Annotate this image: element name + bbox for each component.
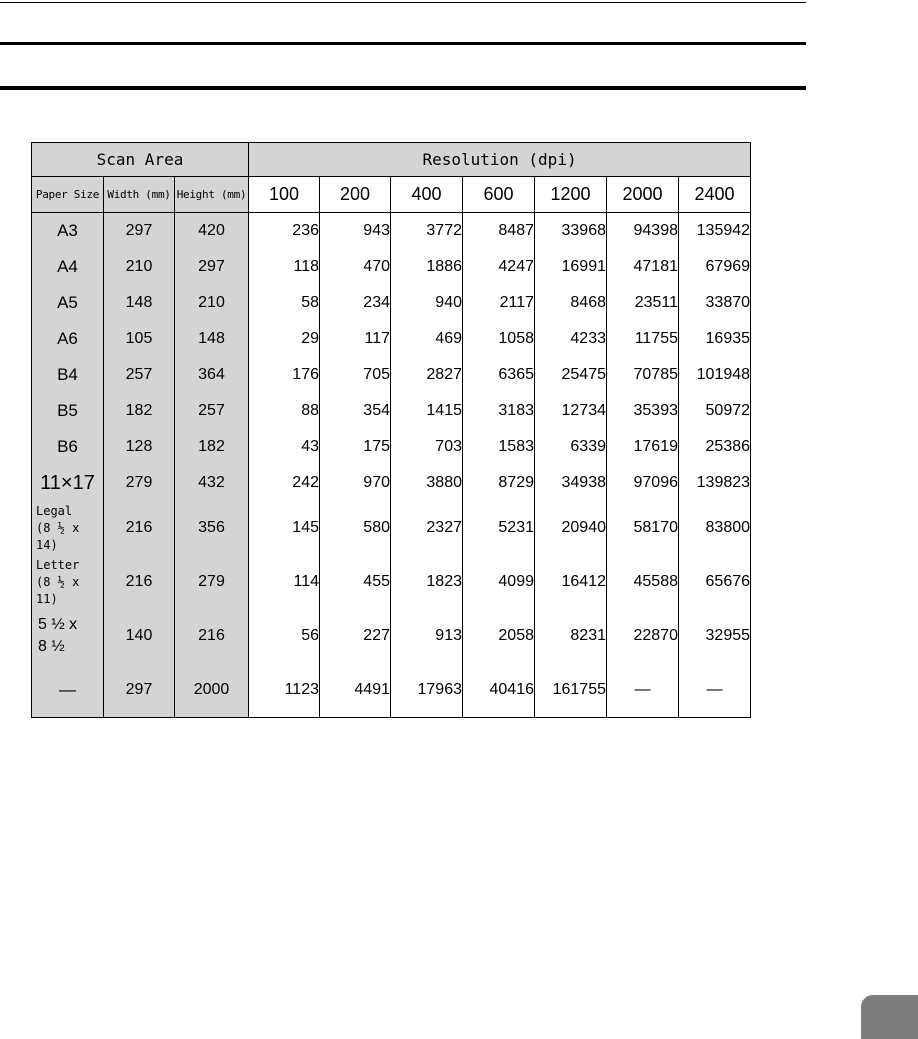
value-cell: 470 bbox=[320, 249, 391, 285]
top-rule-thick bbox=[0, 86, 806, 90]
value-cell: 1886 bbox=[391, 249, 463, 285]
value-cell: 12734 bbox=[535, 393, 607, 429]
value-cell: 58170 bbox=[607, 501, 679, 555]
table-row bbox=[32, 357, 751, 393]
width-cell: 148 bbox=[104, 285, 175, 321]
value-cell: 176 bbox=[249, 357, 320, 393]
value-cell: 94398 bbox=[607, 213, 679, 250]
value-cell: 705 bbox=[320, 357, 391, 393]
resolution-header: Resolution (dpi) bbox=[249, 143, 751, 177]
table-row bbox=[32, 663, 751, 718]
width-cell: 210 bbox=[104, 249, 175, 285]
chapter-thumb-tab bbox=[861, 995, 918, 1039]
value-cell: 32955 bbox=[679, 609, 751, 663]
top-rule-medium bbox=[0, 42, 806, 45]
width-cell: 257 bbox=[104, 357, 175, 393]
value-cell: 234 bbox=[320, 285, 391, 321]
paper-size-line: 8 ½ bbox=[38, 638, 65, 655]
paper-size-cell: A4 bbox=[32, 249, 104, 285]
height-cell: 210 bbox=[175, 285, 249, 321]
paper-size-line: Legal bbox=[36, 503, 73, 518]
value-cell: 56 bbox=[249, 609, 320, 663]
table-row bbox=[32, 393, 751, 429]
paper-size-cell: 11×17 bbox=[32, 465, 104, 501]
paper-size-cell: A6 bbox=[32, 321, 104, 357]
table-row bbox=[32, 321, 751, 357]
value-cell: 33870 bbox=[679, 285, 751, 321]
paper-size-cell: B5 bbox=[32, 393, 104, 429]
width-cell: 182 bbox=[104, 393, 175, 429]
value-cell: 469 bbox=[391, 321, 463, 357]
paper-size-line: Letter bbox=[36, 557, 80, 572]
value-cell: 913 bbox=[391, 609, 463, 663]
value-cell: 5231 bbox=[463, 501, 535, 555]
height-cell: 182 bbox=[175, 429, 249, 465]
table-row bbox=[32, 429, 751, 465]
value-cell: 161755 bbox=[535, 663, 607, 718]
height-cell: 420 bbox=[175, 213, 249, 250]
width-cell: 140 bbox=[104, 609, 175, 663]
value-cell: 114 bbox=[249, 555, 320, 609]
value-cell: 2827 bbox=[391, 357, 463, 393]
paper-size-cell bbox=[32, 555, 104, 609]
height-cell: 432 bbox=[175, 465, 249, 501]
width-cell: 297 bbox=[104, 213, 175, 250]
value-cell: 29 bbox=[249, 321, 320, 357]
value-cell: 1058 bbox=[463, 321, 535, 357]
top-rule-thin bbox=[0, 2, 806, 3]
paper-size-cell: B6 bbox=[32, 429, 104, 465]
value-cell: 117 bbox=[320, 321, 391, 357]
paper-size-cell: A5 bbox=[32, 285, 104, 321]
value-cell: 16412 bbox=[535, 555, 607, 609]
value-cell: 3772 bbox=[391, 213, 463, 250]
scan-size-table bbox=[31, 142, 751, 718]
dpi-header: 400 bbox=[391, 177, 463, 213]
value-cell: 4233 bbox=[535, 321, 607, 357]
paper-size-cell: A3 bbox=[32, 213, 104, 250]
value-cell: 236 bbox=[249, 213, 320, 250]
value-cell: 118 bbox=[249, 249, 320, 285]
value-cell: — bbox=[679, 663, 751, 718]
height-cell: 279 bbox=[175, 555, 249, 609]
value-cell: 70785 bbox=[607, 357, 679, 393]
value-cell: 3880 bbox=[391, 465, 463, 501]
value-cell: 11755 bbox=[607, 321, 679, 357]
value-cell: 2327 bbox=[391, 501, 463, 555]
value-cell: 25475 bbox=[535, 357, 607, 393]
table-row bbox=[32, 501, 751, 555]
table-row bbox=[32, 213, 751, 250]
value-cell: 703 bbox=[391, 429, 463, 465]
value-cell: 354 bbox=[320, 393, 391, 429]
value-cell: 1123 bbox=[249, 663, 320, 718]
value-cell: 4491 bbox=[320, 663, 391, 718]
value-cell: 6365 bbox=[463, 357, 535, 393]
value-cell: 227 bbox=[320, 609, 391, 663]
value-cell: 83800 bbox=[679, 501, 751, 555]
value-cell: 139823 bbox=[679, 465, 751, 501]
paper-size-cell bbox=[32, 609, 104, 663]
paper-size-line: 5 ½ x bbox=[38, 616, 78, 633]
paper-size-line: (8 ½ x 14) bbox=[36, 520, 80, 552]
value-cell: 8487 bbox=[463, 213, 535, 250]
table-row bbox=[32, 465, 751, 501]
value-cell: 23511 bbox=[607, 285, 679, 321]
value-cell: 970 bbox=[320, 465, 391, 501]
table-row bbox=[32, 285, 751, 321]
value-cell: — bbox=[607, 663, 679, 718]
scan-area-header: Scan Area bbox=[32, 143, 249, 177]
value-cell: 242 bbox=[249, 465, 320, 501]
dpi-header: 2400 bbox=[679, 177, 751, 213]
dpi-header: 200 bbox=[320, 177, 391, 213]
value-cell: 35393 bbox=[607, 393, 679, 429]
value-cell: 3183 bbox=[463, 393, 535, 429]
value-cell: 940 bbox=[391, 285, 463, 321]
value-cell: 1823 bbox=[391, 555, 463, 609]
value-cell: 40416 bbox=[463, 663, 535, 718]
width-cell: 216 bbox=[104, 555, 175, 609]
value-cell: 50972 bbox=[679, 393, 751, 429]
value-cell: 4099 bbox=[463, 555, 535, 609]
dpi-header: 100 bbox=[249, 177, 320, 213]
value-cell: 580 bbox=[320, 501, 391, 555]
height-cell: 216 bbox=[175, 609, 249, 663]
width-cell: 128 bbox=[104, 429, 175, 465]
value-cell: 16991 bbox=[535, 249, 607, 285]
value-cell: 67969 bbox=[679, 249, 751, 285]
paper-size-cell: B4 bbox=[32, 357, 104, 393]
value-cell: 43 bbox=[249, 429, 320, 465]
value-cell: 22870 bbox=[607, 609, 679, 663]
table-row bbox=[32, 249, 751, 285]
value-cell: 47181 bbox=[607, 249, 679, 285]
value-cell: 2117 bbox=[463, 285, 535, 321]
value-cell: 20940 bbox=[535, 501, 607, 555]
value-cell: 8729 bbox=[463, 465, 535, 501]
dpi-header: 600 bbox=[463, 177, 535, 213]
paper-size-cell bbox=[32, 501, 104, 555]
value-cell: 33968 bbox=[535, 213, 607, 250]
width-header: Width (mm) bbox=[104, 177, 175, 213]
height-cell: 356 bbox=[175, 501, 249, 555]
value-cell: 101948 bbox=[679, 357, 751, 393]
width-cell: 216 bbox=[104, 501, 175, 555]
value-cell: 16935 bbox=[679, 321, 751, 357]
paper-size-line: (8 ½ x 11) bbox=[36, 574, 80, 606]
value-cell: 58 bbox=[249, 285, 320, 321]
width-cell: 297 bbox=[104, 663, 175, 718]
value-cell: 8468 bbox=[535, 285, 607, 321]
value-cell: 1415 bbox=[391, 393, 463, 429]
value-cell: 17963 bbox=[391, 663, 463, 718]
value-cell: 1583 bbox=[463, 429, 535, 465]
value-cell: 145 bbox=[249, 501, 320, 555]
value-cell: 97096 bbox=[607, 465, 679, 501]
paper-size-header: Paper Size bbox=[32, 177, 104, 213]
height-cell: 364 bbox=[175, 357, 249, 393]
height-cell: 297 bbox=[175, 249, 249, 285]
value-cell: 175 bbox=[320, 429, 391, 465]
table-row bbox=[32, 609, 751, 663]
value-cell: 6339 bbox=[535, 429, 607, 465]
value-cell: 8231 bbox=[535, 609, 607, 663]
height-cell: 2000 bbox=[175, 663, 249, 718]
height-header: Height (mm) bbox=[175, 177, 249, 213]
height-cell: 148 bbox=[175, 321, 249, 357]
value-cell: 25386 bbox=[679, 429, 751, 465]
dpi-header: 2000 bbox=[607, 177, 679, 213]
value-cell: 65676 bbox=[679, 555, 751, 609]
value-cell: 4247 bbox=[463, 249, 535, 285]
width-cell: 105 bbox=[104, 321, 175, 357]
value-cell: 17619 bbox=[607, 429, 679, 465]
value-cell: 135942 bbox=[679, 213, 751, 250]
paper-size-cell: — bbox=[32, 663, 104, 718]
value-cell: 455 bbox=[320, 555, 391, 609]
height-cell: 257 bbox=[175, 393, 249, 429]
value-cell: 943 bbox=[320, 213, 391, 250]
value-cell: 2058 bbox=[463, 609, 535, 663]
value-cell: 34938 bbox=[535, 465, 607, 501]
dpi-header: 1200 bbox=[535, 177, 607, 213]
table-row bbox=[32, 555, 751, 609]
width-cell: 279 bbox=[104, 465, 175, 501]
value-cell: 45588 bbox=[607, 555, 679, 609]
value-cell: 88 bbox=[249, 393, 320, 429]
